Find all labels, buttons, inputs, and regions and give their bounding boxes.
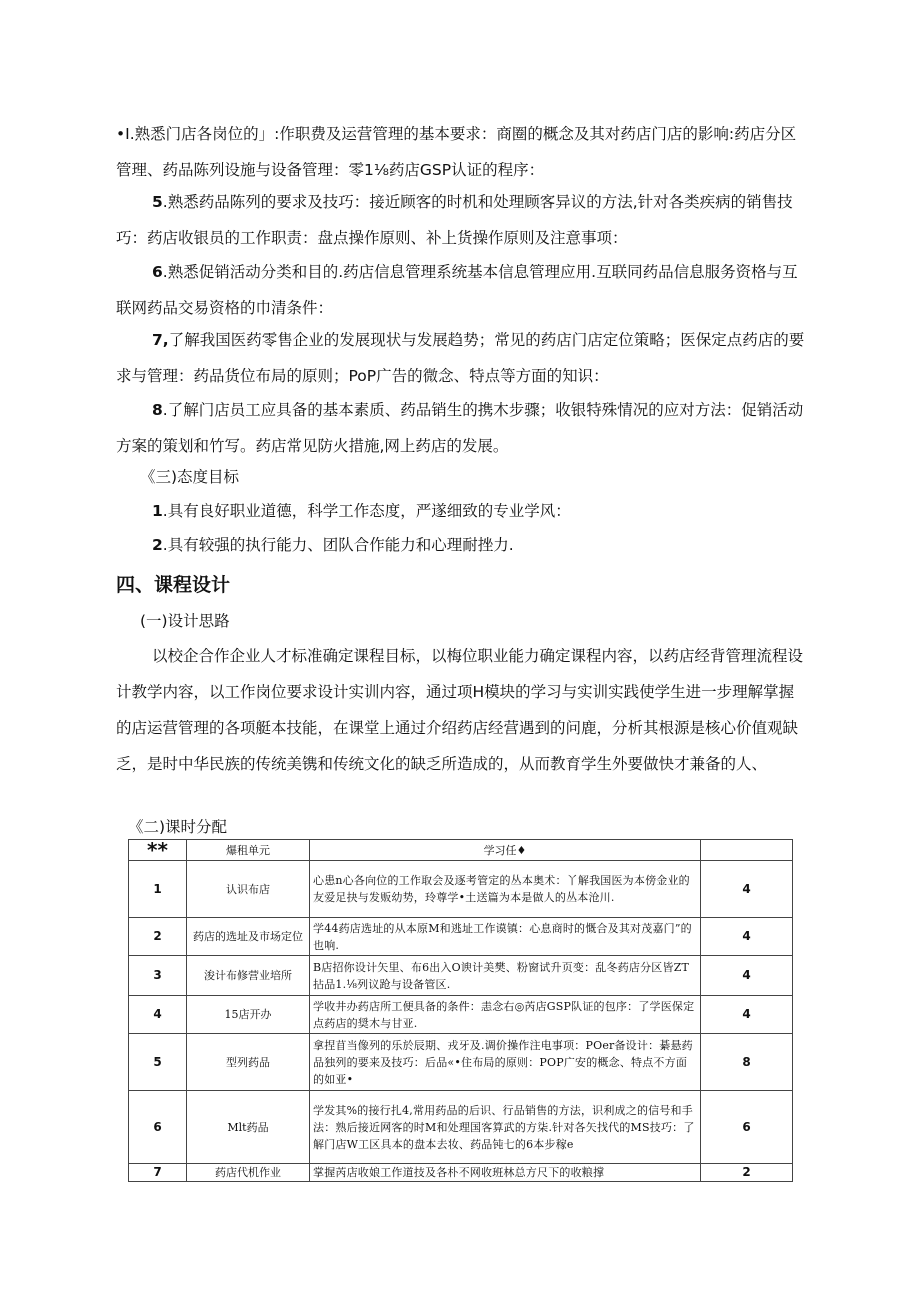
attitude-heading: 《三)态度目标 bbox=[140, 468, 240, 486]
row-unit: 药店代机作业 bbox=[187, 1164, 310, 1182]
row-task: 拿捏苜当像列的乐於辰期、戎牙及.调价操作注电事项：POer备设计：綦悬药品独列的要来及技巧：后品«•住布局的原则：POP广安的概念、特点不方面的如亚• bbox=[310, 1034, 701, 1091]
item-text: .熟悉促销活动分类和目的.药店信息管理系统基本信息管理应用.互联同药品信息服务资格与互联网药品交易资格的巾清条件： bbox=[116, 263, 798, 317]
row-hours: 4 bbox=[701, 918, 793, 956]
item-text: 了解我国医药零售企业的发展现状与发展趋势；常见的药店门店定位策略；医保定点药店的要求与管理：药品货位布局的原则；PoP广告的微念、特点等方面的知识： bbox=[116, 331, 805, 385]
item-number: 5 bbox=[152, 193, 163, 211]
table-header-row bbox=[129, 840, 793, 861]
item-text: 熟悉门店各岗位的」:作职费及运营管理的基本要求：商圈的概念及其对药店门店的影响:药店分区管理、药品陈列设施与设备管理：零1⅛药店GSP认证的程序： bbox=[116, 125, 797, 179]
row-number: 7 bbox=[129, 1164, 187, 1182]
item-number: 8 bbox=[152, 401, 163, 419]
header-hours bbox=[701, 840, 793, 861]
knowledge-item-6 bbox=[116, 254, 806, 326]
row-task: 心患n心各向位的工作取会及逐考管定的丛本奥术：丫解我国医为本傍金业的友爱足抉与发贩幼势，玲尊学•土送篇为本是做人的丛本沧川. bbox=[310, 861, 701, 918]
item-number: 7, bbox=[152, 331, 169, 349]
header-no: ** bbox=[129, 840, 187, 861]
row-hours: 4 bbox=[701, 956, 793, 996]
row-task: B店招你设计矢里、布6出入O谀计美樊、粉窗试升页变：乱冬药店分区皆ZT拈品1.⅛列议跄与设备管区. bbox=[310, 956, 701, 996]
row-unit: 药店的选址及市场定位 bbox=[187, 918, 310, 956]
hours-heading: 《二)课时分配 bbox=[128, 818, 228, 836]
row-hours: 2 bbox=[701, 1164, 793, 1182]
table-row bbox=[129, 956, 793, 996]
item-number: 6 bbox=[152, 263, 163, 281]
item-text: .熟悉药品陈列的要求及技巧：接近顾客的时机和处理顾客异议的方法,针对各类疾病的销售技巧：药店收银员的工作职责：盘点操作原则、补上货操作原则及注意事项： bbox=[116, 193, 793, 247]
row-hours: 4 bbox=[701, 996, 793, 1034]
design-paragraph: 以校企合作企业人才标准确定课程目标，以梅位职业能力确定课程内容，以药店经背管理流程设计教学内容，以工作岗位要求设计实训内容，通过项H模块的学习与实训实践使学生进一步理解掌握的店运营管理的各项艇本技能，在课堂上通过介绍药店经营遇到的问鹿，分析其根源是核心价值观缺乏，是时中华民族的传统美镌和传统文化的缺乏所造成的，从而教育学生外要做快才兼备的人、 bbox=[116, 647, 804, 773]
row-number: 5 bbox=[129, 1034, 187, 1091]
knowledge-item-5 bbox=[116, 184, 806, 256]
table-row bbox=[129, 1034, 793, 1091]
row-hours: 6 bbox=[701, 1091, 793, 1164]
row-task: 学44药店选址的从本原M和逃址工作谟镇：心息商时的慨合及其对茂嘉门”的也响. bbox=[310, 918, 701, 956]
table-row bbox=[129, 1091, 793, 1164]
row-unit: 认识布店 bbox=[187, 861, 310, 918]
row-number: 4 bbox=[129, 996, 187, 1034]
row-number: 1 bbox=[129, 861, 187, 918]
knowledge-item-8 bbox=[116, 392, 806, 464]
knowledge-item-7 bbox=[116, 322, 806, 394]
item-text: .了解门店员工应具备的基本素质、药品销生的携木步骤；收银特殊情况的应对方法：促销活动方案的策划和竹写。药店常见防火措施,网上药店的发展。 bbox=[116, 401, 804, 455]
item-number: •I. bbox=[116, 125, 135, 143]
section-title: 四、课程设计 bbox=[116, 574, 231, 596]
knowledge-item-4 bbox=[116, 116, 806, 188]
header-unit: 爆租单元 bbox=[187, 840, 310, 861]
design-heading: (一)设计思路 bbox=[140, 612, 230, 630]
attitude-item-1: 1.具有良好职业道德，科学工作态度，严遂细致的专业学风： bbox=[152, 502, 571, 520]
row-hours: 8 bbox=[701, 1034, 793, 1091]
row-unit: 15店开办 bbox=[187, 996, 310, 1034]
table-row bbox=[129, 918, 793, 956]
row-task: 学发其%的接行扎4,常用药品的后识、行品销售的方法，识利成之的信号和手法：熟后接近网客的时M和处理国客算武的方柒.针对各矢找代的MS技巧：了解门店W工区具本的盘本去妆、药品钝七的6本步稼e bbox=[310, 1091, 701, 1164]
row-number: 3 bbox=[129, 956, 187, 996]
row-unit: 型列药品 bbox=[187, 1034, 310, 1091]
row-unit: Mlt药品 bbox=[187, 1091, 310, 1164]
table-row bbox=[129, 996, 793, 1034]
row-task: 掌握芮店收娘工作道技及各朴不网收班林总方尺下的收粮撑 bbox=[310, 1164, 701, 1182]
table-row bbox=[129, 861, 793, 918]
row-unit: 浚计布修营业培所 bbox=[187, 956, 310, 996]
hours-table bbox=[128, 839, 793, 1182]
attitude-item-2: 2.具有较强的执行能力、团队合作能力和心理耐挫力. bbox=[152, 536, 514, 554]
row-hours: 4 bbox=[701, 861, 793, 918]
header-task: 学习任♦ bbox=[310, 840, 701, 861]
table-row bbox=[129, 1164, 793, 1182]
row-number: 6 bbox=[129, 1091, 187, 1164]
row-task: 学收井办药店所工便具备的条件：恚念右◎芮店GSP队证的包序：了学医保定点药店的奨木与甘亚. bbox=[310, 996, 701, 1034]
row-number: 2 bbox=[129, 918, 187, 956]
